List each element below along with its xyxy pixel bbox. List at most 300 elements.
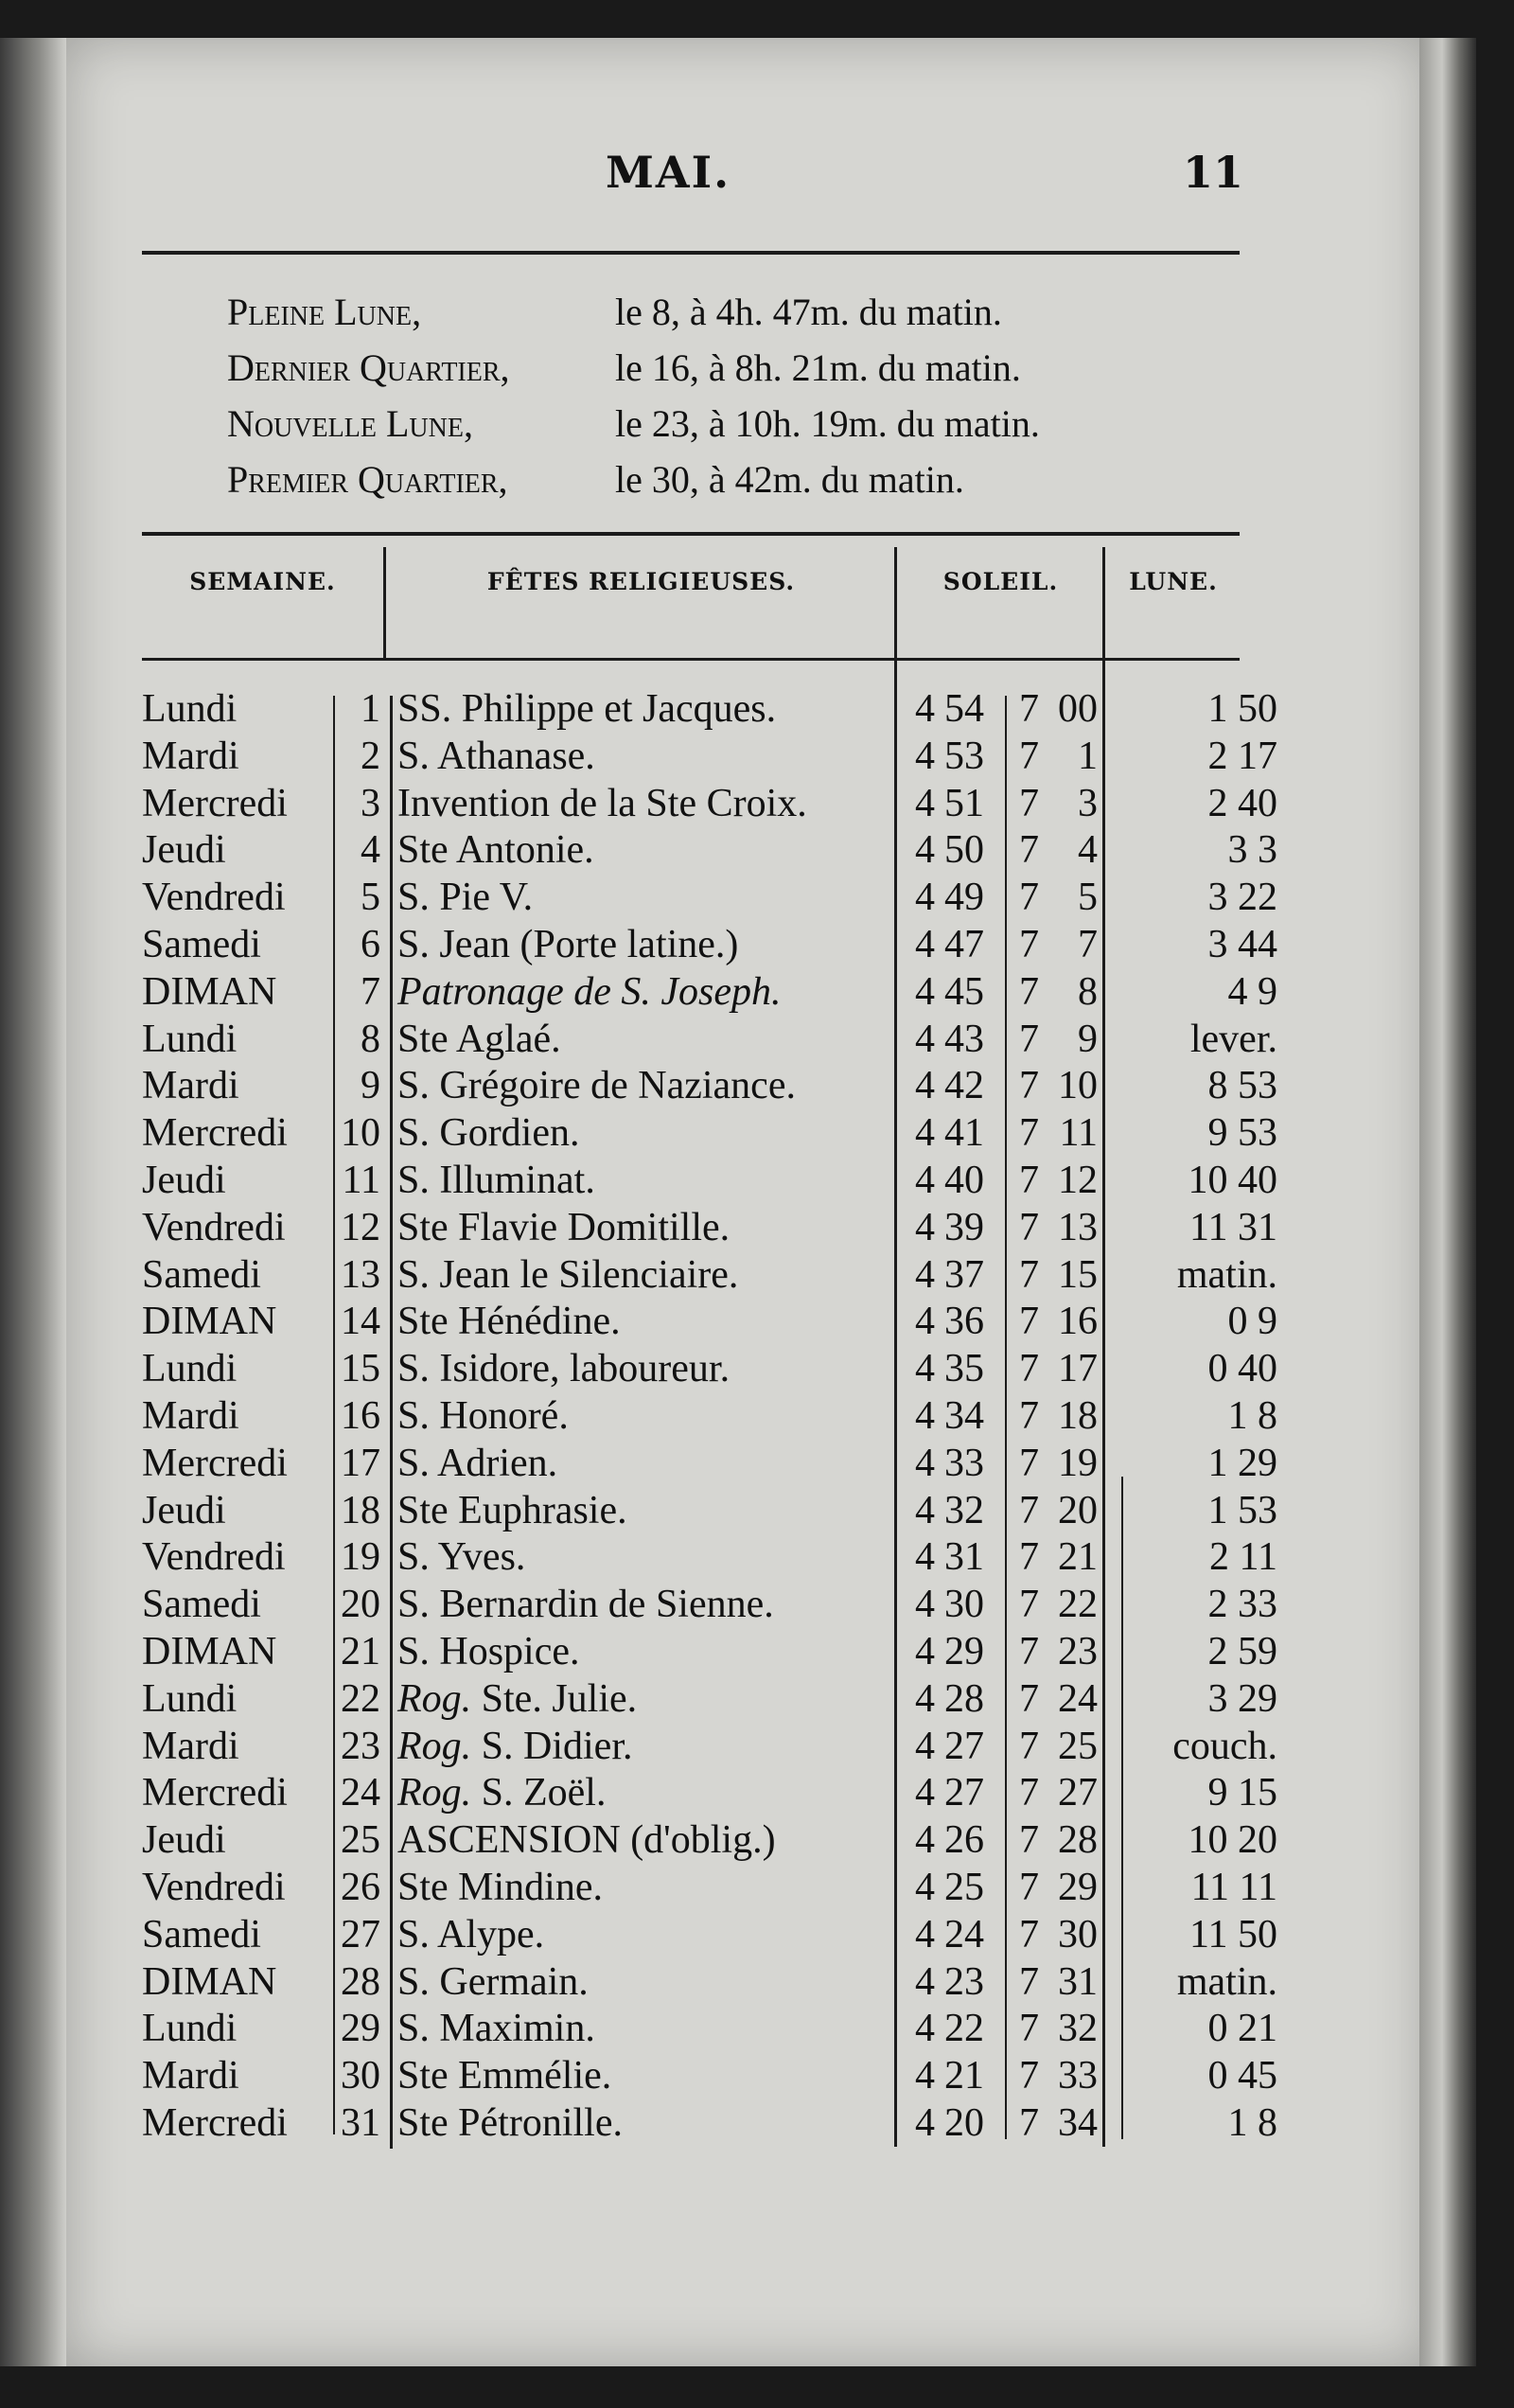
day-number: 13	[341, 1252, 380, 1297]
feast-text: ASCENSION (d'oblig.)	[397, 1818, 776, 1863]
sunset-minute: 24	[1058, 1676, 1098, 1721]
moon-time: 2 33	[1207, 1583, 1277, 1627]
col-header-week: SEMAINE.	[189, 568, 336, 595]
sunrise-hour: 4	[915, 1393, 935, 1438]
moon-time: 3 29	[1207, 1676, 1277, 1721]
moon-phase-time: le 8, à 4h. 47m. du matin.	[615, 291, 1002, 333]
moon-time: lever.	[1189, 1017, 1277, 1061]
sunrise-minute: 21	[944, 2054, 984, 2098]
day-number: 4	[361, 828, 380, 873]
table-row	[142, 1205, 1277, 1252]
sunset-hour: 7	[1019, 1724, 1039, 1768]
day-number: 18	[341, 1488, 380, 1532]
sunset-minute: 22	[1058, 1583, 1098, 1627]
weekday: Mercredi	[142, 1111, 288, 1156]
table-row	[142, 781, 1277, 828]
moon-time: 10 40	[1188, 1158, 1277, 1202]
sunset-minute: 32	[1058, 2007, 1098, 2051]
feast-text: S. Isidore, laboureur.	[397, 1347, 731, 1391]
sunrise-hour: 4	[915, 1347, 935, 1391]
weekday: Jeudi	[142, 1488, 226, 1532]
sunset-minute: 4	[1078, 828, 1098, 873]
feast-name	[397, 1252, 738, 1300]
sunrise-hour: 4	[915, 2100, 935, 2145]
feast-name	[397, 1488, 627, 1535]
moon-time: 2 59	[1207, 1629, 1277, 1673]
sunset-hour: 7	[1019, 876, 1039, 920]
day-number: 12	[341, 1205, 380, 1249]
moon-time: 1 53	[1207, 1488, 1277, 1532]
sunrise-minute: 43	[944, 1017, 984, 1061]
weekday: DIMAN	[142, 1959, 277, 2004]
feast-name	[397, 1393, 569, 1441]
moon-time: 11 50	[1189, 1912, 1277, 1956]
sunrise-hour: 4	[915, 1535, 935, 1580]
day-number: 17	[341, 1441, 380, 1485]
sunset-hour: 7	[1019, 1629, 1039, 1673]
feast-text: S. Illuminat.	[397, 1158, 595, 1202]
table-row	[142, 1063, 1277, 1110]
moon-time: 0 40	[1207, 1347, 1277, 1391]
moon-time: 3 22	[1207, 876, 1277, 920]
feast-text: S. Grégoire de Naziance.	[397, 1064, 796, 1108]
feast-text: S. Hospice.	[397, 1629, 580, 1673]
table-row	[142, 1441, 1277, 1488]
sunrise-hour: 4	[915, 1959, 935, 2004]
day-number: 21	[341, 1629, 380, 1673]
feast-text: S. Zoël.	[471, 1771, 607, 1815]
sunrise-minute: 27	[944, 1724, 984, 1768]
table-row	[142, 1158, 1277, 1205]
feast-italic: Rog.	[397, 1724, 472, 1768]
feast-name	[397, 2053, 611, 2100]
table-row	[142, 1393, 1277, 1441]
day-number: 15	[341, 1347, 380, 1391]
moon-time: 4 9	[1227, 969, 1277, 1014]
day-number: 20	[341, 1583, 380, 1627]
sunrise-minute: 30	[944, 1583, 984, 1627]
feast-text: Ste Mindine.	[397, 1865, 603, 1909]
feast-name	[397, 1865, 603, 1912]
weekday: Mardi	[142, 1064, 239, 1108]
weekday: Samedi	[142, 1583, 261, 1627]
day-number: 2	[361, 734, 380, 778]
feast-name	[397, 686, 776, 734]
feast-text: S. Alype.	[397, 1912, 545, 1956]
sunset-minute: 1	[1078, 734, 1098, 778]
feast-text: Ste. Julie.	[471, 1676, 638, 1721]
sunrise-minute: 41	[944, 1111, 984, 1156]
page-number: 11	[1183, 147, 1244, 198]
table-row	[142, 1724, 1277, 1771]
table-row	[142, 1299, 1277, 1346]
feast-italic: Rog.	[397, 1676, 472, 1721]
feast-name	[397, 1912, 544, 1959]
sunset-minute: 34	[1058, 2100, 1098, 2145]
sunset-hour: 7	[1019, 2100, 1039, 2145]
table-row	[142, 1017, 1277, 1064]
page-title: MAI.	[606, 147, 731, 198]
table-row	[142, 1582, 1277, 1629]
weekday: Jeudi	[142, 1818, 226, 1863]
divider-week	[383, 547, 386, 661]
table-row	[142, 2100, 1277, 2148]
sunset-minute: 20	[1058, 1488, 1098, 1532]
feast-name	[397, 1441, 557, 1488]
sunrise-minute: 47	[944, 922, 984, 966]
day-number: 9	[361, 1064, 380, 1108]
table-row	[142, 1865, 1277, 1912]
weekday: DIMAN	[142, 1629, 277, 1673]
sunset-minute: 25	[1058, 1724, 1098, 1768]
sunset-hour: 7	[1019, 1252, 1039, 1297]
table-row	[142, 1346, 1277, 1393]
sunrise-minute: 32	[944, 1488, 984, 1532]
sunset-minute: 00	[1058, 687, 1098, 731]
sunrise-hour: 4	[915, 828, 935, 873]
feast-text: Ste Emmélie.	[397, 2054, 612, 2098]
feast-name	[397, 1017, 561, 1064]
feast-text: S. Didier.	[471, 1724, 633, 1768]
table-row	[142, 827, 1277, 875]
moon-phase-row	[227, 452, 1221, 507]
feast-name	[397, 1299, 621, 1346]
feast-name	[397, 2006, 595, 2053]
feast-text: Invention de la Ste Croix.	[397, 781, 807, 825]
moon-phase-name: Premier Quartier,	[227, 458, 508, 501]
sunset-minute: 27	[1058, 1771, 1098, 1815]
sunset-minute: 29	[1058, 1865, 1098, 1909]
sunrise-minute: 25	[944, 1865, 984, 1909]
table-row	[142, 1912, 1277, 1959]
feast-text: SS. Philippe et Jacques.	[397, 687, 777, 731]
feast-name	[397, 1724, 633, 1771]
feast-italic: Rog.	[397, 1771, 472, 1815]
weekday: Mardi	[142, 1393, 239, 1438]
sunrise-hour: 4	[915, 1629, 935, 1673]
feast-text: S. Gordien.	[397, 1111, 580, 1156]
table-row	[142, 2053, 1277, 2100]
sunrise-hour: 4	[915, 1771, 935, 1815]
moon-time: 1 8	[1227, 1393, 1277, 1438]
weekday: Lundi	[142, 1017, 238, 1061]
sunrise-minute: 50	[944, 828, 984, 873]
weekday: Lundi	[142, 1347, 238, 1391]
moon-time: 2 11	[1209, 1535, 1277, 1580]
sunrise-hour: 4	[915, 1158, 935, 1202]
weekday: Samedi	[142, 922, 261, 966]
moon-time: 10 20	[1188, 1818, 1277, 1863]
sunrise-hour: 4	[915, 1111, 935, 1156]
sunset-minute: 3	[1078, 781, 1098, 825]
sunrise-hour: 4	[915, 1300, 935, 1344]
sunrise-minute: 33	[944, 1441, 984, 1485]
day-number: 23	[341, 1724, 380, 1768]
day-number: 16	[341, 1393, 380, 1438]
weekday: Lundi	[142, 2007, 238, 2051]
feast-name	[397, 1205, 730, 1252]
weekday: Samedi	[142, 1252, 261, 1297]
sunrise-hour: 4	[915, 687, 935, 731]
sunset-hour: 7	[1019, 1205, 1039, 1249]
col-header-sun: SOLEIL.	[942, 568, 1059, 595]
feast-name	[397, 1110, 580, 1158]
weekday: Vendredi	[142, 876, 286, 920]
feast-text: Ste Antonie.	[397, 828, 594, 873]
feast-text: S. Honoré.	[397, 1393, 569, 1438]
day-number: 3	[361, 781, 380, 825]
day-number: 22	[341, 1676, 380, 1721]
moon-phase-name: Pleine Lune,	[227, 291, 422, 333]
weekday: Lundi	[142, 687, 238, 731]
table-row	[142, 1534, 1277, 1582]
moon-time: matin.	[1176, 1252, 1277, 1297]
feast-name	[397, 1063, 796, 1110]
weekday: Mercredi	[142, 1441, 288, 1485]
sunset-hour: 7	[1019, 1393, 1039, 1438]
moon-phase-name: Dernier Quartier,	[227, 346, 510, 389]
feast-text: Ste Aglaé.	[397, 1017, 561, 1061]
sunset-hour: 7	[1019, 1441, 1039, 1485]
sunset-minute: 23	[1058, 1629, 1098, 1673]
feast-name	[397, 1582, 774, 1629]
sunset-hour: 7	[1019, 2054, 1039, 2098]
table-row	[142, 1676, 1277, 1724]
sunrise-minute: 35	[944, 1347, 984, 1391]
sunset-hour: 7	[1019, 687, 1039, 731]
weekday: DIMAN	[142, 969, 277, 1014]
feast-text: Ste Flavie Domitille.	[397, 1205, 731, 1249]
sunrise-minute: 31	[944, 1535, 984, 1580]
sunrise-hour: 4	[915, 1205, 935, 1249]
feast-text: S. Jean (Porte latine.)	[397, 922, 739, 966]
sunset-hour: 7	[1019, 1583, 1039, 1627]
table-row	[142, 1488, 1277, 1535]
feast-name	[397, 1629, 580, 1676]
day-number: 10	[341, 1111, 380, 1156]
sunset-hour: 7	[1019, 1488, 1039, 1532]
sunrise-hour: 4	[915, 781, 935, 825]
day-number: 14	[341, 1300, 380, 1344]
moon-phase-row	[227, 396, 1221, 452]
sunrise-hour: 4	[915, 2054, 935, 2098]
moon-time: 11 11	[1190, 1865, 1277, 1909]
day-number: 28	[341, 1959, 380, 2004]
weekday: Mercredi	[142, 1771, 288, 1815]
sunrise-minute: 20	[944, 2100, 984, 2145]
day-number: 7	[361, 969, 380, 1014]
sunrise-minute: 45	[944, 969, 984, 1014]
moon-time: 2 17	[1207, 734, 1277, 778]
weekday: Mardi	[142, 2054, 239, 2098]
feast-name	[397, 1770, 606, 1817]
sunset-hour: 7	[1019, 1535, 1039, 1580]
weekday: Mardi	[142, 1724, 239, 1768]
moon-time: 8 53	[1207, 1064, 1277, 1108]
weekday: Vendredi	[142, 1535, 286, 1580]
sunrise-minute: 34	[944, 1393, 984, 1438]
moon-phase-time: le 23, à 10h. 19m. du matin.	[615, 402, 1040, 445]
feast-italic: Patronage de S. Joseph.	[397, 969, 782, 1014]
sunset-hour: 7	[1019, 734, 1039, 778]
sunrise-minute: 24	[944, 1912, 984, 1956]
table-row	[142, 1110, 1277, 1158]
sunrise-hour: 4	[915, 876, 935, 920]
sunset-hour: 7	[1019, 2007, 1039, 2051]
feast-name	[397, 734, 595, 781]
weekday: Jeudi	[142, 828, 226, 873]
day-number: 30	[341, 2054, 380, 2098]
moon-phase-row	[227, 284, 1221, 340]
weekday: DIMAN	[142, 1300, 277, 1344]
sunset-hour: 7	[1019, 1959, 1039, 2004]
sunrise-hour: 4	[915, 1724, 935, 1768]
sunrise-minute: 27	[944, 1771, 984, 1815]
day-number: 6	[361, 922, 380, 966]
moon-time: 1 29	[1207, 1441, 1277, 1485]
header-bottom-rule	[142, 658, 1240, 661]
sunrise-hour: 4	[915, 1441, 935, 1485]
moon-phase-time: le 30, à 42m. du matin.	[615, 458, 964, 501]
feast-name	[397, 1346, 730, 1393]
moon-time: 11 31	[1189, 1205, 1277, 1249]
sunrise-hour: 4	[915, 1488, 935, 1532]
sunset-hour: 7	[1019, 1347, 1039, 1391]
sunset-hour: 7	[1019, 1111, 1039, 1156]
feast-text: S. Yves.	[397, 1535, 526, 1580]
sunrise-minute: 51	[944, 781, 984, 825]
day-number: 26	[341, 1865, 380, 1909]
table-row	[142, 1770, 1277, 1817]
sunset-minute: 33	[1058, 2054, 1098, 2098]
sunset-minute: 5	[1078, 876, 1098, 920]
sunset-hour: 7	[1019, 1017, 1039, 1061]
sunrise-minute: 26	[944, 1818, 984, 1863]
weekday: Vendredi	[142, 1865, 286, 1909]
feast-name	[397, 827, 594, 875]
feast-text: S. Adrien.	[397, 1441, 558, 1485]
moon-time: 3 3	[1227, 828, 1277, 873]
sunset-hour: 7	[1019, 1818, 1039, 1863]
sunrise-minute: 23	[944, 1959, 984, 2004]
moon-time: 0 21	[1207, 2007, 1277, 2051]
feast-text: S. Maximin.	[397, 2007, 595, 2051]
table-row	[142, 1252, 1277, 1300]
sunrise-minute: 29	[944, 1629, 984, 1673]
feast-name	[397, 781, 807, 828]
sunset-hour: 7	[1019, 781, 1039, 825]
sunset-minute: 17	[1058, 1347, 1098, 1391]
sunrise-hour: 4	[915, 1064, 935, 1108]
sunrise-minute: 22	[944, 2007, 984, 2051]
sunset-minute: 9	[1078, 1017, 1098, 1061]
moon-time: 1 50	[1207, 687, 1277, 731]
moon-phases	[227, 284, 1221, 507]
moon-phase-time: le 16, à 8h. 21m. du matin.	[615, 346, 1021, 389]
moon-time: 2 40	[1207, 781, 1277, 825]
day-number: 11	[342, 1158, 380, 1202]
sunset-hour: 7	[1019, 969, 1039, 1014]
feast-name	[397, 1676, 637, 1724]
sunset-minute: 21	[1058, 1535, 1098, 1580]
day-number: 5	[361, 876, 380, 920]
sunset-minute: 7	[1078, 922, 1098, 966]
sunset-hour: 7	[1019, 1771, 1039, 1815]
sunset-minute: 15	[1058, 1252, 1098, 1297]
table-row	[142, 969, 1277, 1017]
feast-name	[397, 1534, 525, 1582]
top-rule	[142, 251, 1240, 255]
day-number: 24	[341, 1771, 380, 1815]
day-number: 1	[361, 687, 380, 731]
sunrise-minute: 39	[944, 1205, 984, 1249]
table-row	[142, 875, 1277, 922]
sunset-hour: 7	[1019, 1300, 1039, 1344]
moon-phase-row	[227, 340, 1221, 396]
sunset-hour: 7	[1019, 828, 1039, 873]
sunset-minute: 12	[1058, 1158, 1098, 1202]
feast-name	[397, 922, 738, 969]
weekday: Vendredi	[142, 1205, 286, 1249]
sunrise-hour: 4	[915, 2007, 935, 2051]
sunrise-minute: 42	[944, 1064, 984, 1108]
feast-text: S. Pie V.	[397, 876, 534, 920]
sunrise-hour: 4	[915, 734, 935, 778]
weekday: Samedi	[142, 1912, 261, 1956]
moon-phase-name: Nouvelle Lune,	[227, 402, 473, 445]
left-page-edge	[0, 38, 66, 2366]
day-number: 27	[341, 1912, 380, 1956]
day-number: 31	[341, 2100, 380, 2145]
sunset-hour: 7	[1019, 1064, 1039, 1108]
col-header-feasts: FÊTES RELIGIEUSES.	[486, 568, 796, 595]
table-row	[142, 1817, 1277, 1865]
sunrise-minute: 36	[944, 1300, 984, 1344]
feast-name	[397, 969, 782, 1017]
sunset-minute: 16	[1058, 1300, 1098, 1344]
moon-time: 3 44	[1207, 922, 1277, 966]
sunset-minute: 11	[1059, 1111, 1098, 1156]
sunset-minute: 10	[1058, 1064, 1098, 1108]
feast-text: S. Germain.	[397, 1959, 589, 2004]
moon-time: 0 9	[1227, 1300, 1277, 1344]
sunrise-hour: 4	[915, 1676, 935, 1721]
feast-text: Ste Pétronille.	[397, 2100, 623, 2145]
table-row	[142, 1959, 1277, 2007]
day-number: 29	[341, 2007, 380, 2051]
sunset-hour: 7	[1019, 922, 1039, 966]
sunrise-hour: 4	[915, 1252, 935, 1297]
sunrise-minute: 49	[944, 876, 984, 920]
sunset-minute: 8	[1078, 969, 1098, 1014]
feast-name	[397, 2100, 623, 2148]
sunset-hour: 7	[1019, 1865, 1039, 1909]
weekday: Lundi	[142, 1676, 238, 1721]
sunset-hour: 7	[1019, 1158, 1039, 1202]
sunrise-hour: 4	[915, 1912, 935, 1956]
day-number: 25	[341, 1818, 380, 1863]
table-row	[142, 922, 1277, 969]
sunrise-hour: 4	[915, 1818, 935, 1863]
feast-name	[397, 1959, 589, 2007]
calendar-table	[142, 686, 1277, 2148]
table-row	[142, 686, 1277, 734]
right-page-edge	[1419, 38, 1476, 2366]
moon-time: matin.	[1176, 1959, 1277, 2004]
feast-text: Ste Euphrasie.	[397, 1488, 627, 1532]
sunrise-hour: 4	[915, 969, 935, 1014]
moon-time: 1 8	[1227, 2100, 1277, 2145]
